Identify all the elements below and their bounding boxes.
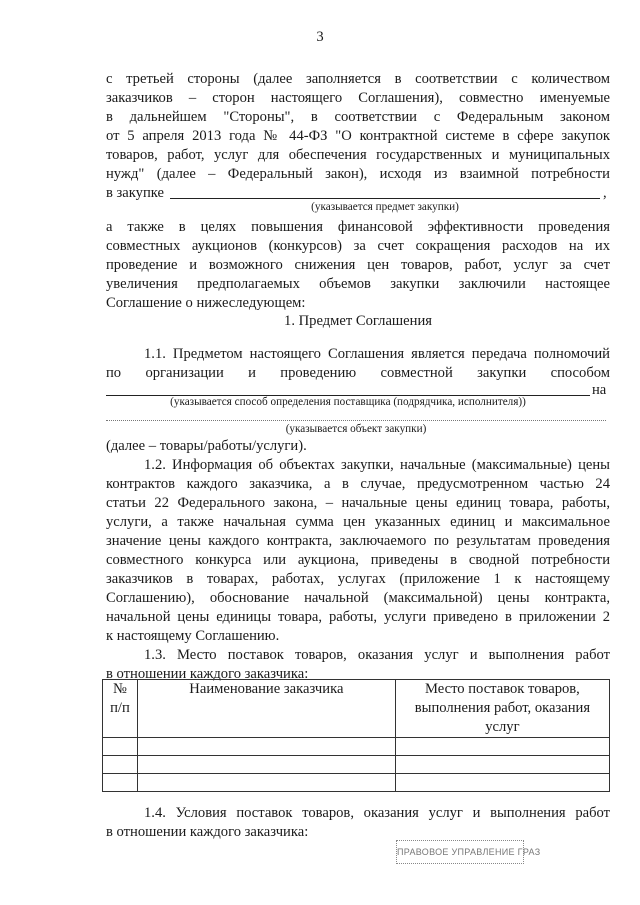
table-row — [103, 756, 610, 774]
caption-subject: (указывается предмет закупки) — [311, 201, 459, 213]
intro-line-11: увеличения предполагаемых объемов закупки заключили настоящее — [106, 276, 610, 292]
customers-table — [102, 679, 610, 792]
intro-line-6: нужд" (далее – Федеральный закон), исходя из взаимной потребности — [106, 166, 610, 182]
intro-line-3: в дальнейшем "Стороны", в соответствии с Федеральным законом — [106, 109, 610, 125]
caption-method: (указывается способ определения поставщика (подрядчика, исполнителя)) — [170, 396, 526, 408]
intro-line-7-prefix: в закупке — [106, 185, 164, 201]
p11-line-4: (далее – товары/работы/услуги). — [106, 438, 307, 454]
p12-line-4: услуги, а также начальная сумма цен указанных единиц и максимальное — [106, 514, 610, 530]
p13-line-2: в отношении каждого заказчика: — [106, 666, 309, 682]
p13-line-1: 1.3. Место поставок товаров, оказания услуг и выполнения работ — [144, 647, 610, 663]
table-cell — [103, 774, 138, 792]
table-cell — [137, 738, 395, 756]
p11-line-2: по организации и проведению совместной закупки способом — [106, 365, 610, 381]
table-cell — [395, 756, 609, 774]
intro-line-10: проведение и возможного снижения цен товаров, работ, услуг за счет — [106, 257, 610, 273]
table-row — [103, 774, 610, 792]
intro-line-7-suffix: , — [603, 185, 607, 201]
subject-blank-line — [170, 198, 600, 199]
p11-line-1: 1.1. Предметом настоящего Соглашения является передача полномочий — [144, 346, 610, 362]
intro-line-9: совместных аукционов (конкурсов) за счет сокращения расходов на их — [106, 238, 610, 254]
intro-line-8: а также в целях повышения финансовой эффективности проведения — [106, 219, 610, 235]
p12-line-9: начальной цены единицы товара, работы, услуги приведено в приложении 2 — [106, 609, 610, 625]
intro-line-12: Соглашение о нижеследующем: — [106, 295, 306, 311]
intro-line-2: заказчиков – сторон настоящего Соглашения), совместно именуемые — [106, 90, 610, 106]
p14-line-2: в отношении каждого заказчика: — [106, 824, 309, 840]
table-row — [103, 738, 610, 756]
section-1-title: 1. Предмет Соглашения — [284, 313, 432, 329]
p14-line-1: 1.4. Условия поставок товаров, оказания услуг и выполнения работ — [144, 805, 610, 821]
p12-line-5: значение цены каждого контракта, заключаемого по результатам проведения — [106, 533, 610, 549]
p12-line-3: статьи 22 Федерального закона, – начальные цены единиц товара, работы, — [106, 495, 610, 511]
table-header-number: № п/п — [103, 680, 138, 738]
table-cell — [395, 774, 609, 792]
table-cell — [395, 738, 609, 756]
table-cell — [103, 738, 138, 756]
table-header-place: Место поставок товаров, выполнения работ, оказания услуг — [395, 680, 609, 738]
intro-line-4: от 5 апреля 2013 года № 44-ФЗ "О контрактной системе в сфере закупок — [106, 128, 610, 144]
intro-line-5: товаров, работ, услуг для обеспечения государственных и муниципальных — [106, 147, 610, 163]
table-cell — [137, 756, 395, 774]
table-header-row — [103, 680, 610, 738]
table-cell — [137, 774, 395, 792]
table-header-customer: Наименование заказчика — [137, 680, 395, 738]
object-blank-line — [106, 420, 606, 421]
p12-line-1: 1.2. Информация об объектах закупки, начальные (максимальные) цены — [144, 457, 610, 473]
p12-line-8: Соглашению), обоснование начальной (максимальной) цены контракта, — [106, 590, 610, 606]
p12-line-10: к настоящему Соглашению. — [106, 628, 280, 644]
caption-object: (указывается объект закупки) — [285, 423, 427, 435]
intro-line-1: с третьей стороны (далее заполняется в соответствии с количеством — [106, 71, 610, 87]
page-number: 3 — [316, 29, 324, 45]
p12-line-6: совместного конкурса или аукциона, приведены в сводной потребности — [106, 552, 610, 568]
faint-stamp: ПРАВОВОЕ УПРАВЛЕНИЕ ГРАЗ — [396, 840, 524, 864]
p11-line-3-suffix: на — [592, 382, 607, 398]
p12-line-2: контрактов каждого заказчика, а в случае, предусмотренном частью 24 — [106, 476, 610, 492]
p12-line-7: заказчиков в товарах, работах, услугах (приложение 1 к настоящему — [106, 571, 610, 587]
table-cell — [103, 756, 138, 774]
